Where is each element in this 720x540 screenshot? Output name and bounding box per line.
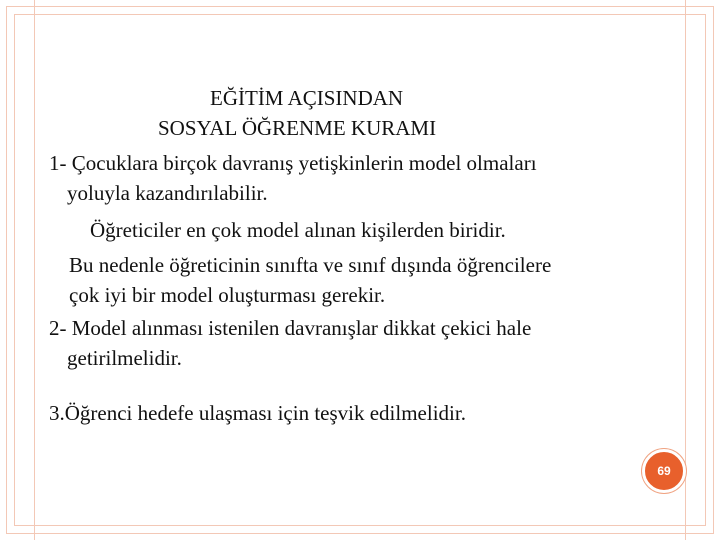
page-number-badge: 69 <box>642 449 686 493</box>
body-line-1: 1- Çocuklara birçok davranış yetişkinlerin model olmaları <box>49 151 537 175</box>
body-line-5: çok iyi bir model oluşturması gerekir. <box>69 283 386 307</box>
body-line-2: yoluyla kazandırılabilir. <box>67 181 268 205</box>
body-line-6: 2- Model alınması istenilen davranışlar dikkat çekici hale <box>49 316 532 340</box>
body-line-7: getirilmelidir. <box>67 346 182 370</box>
body-line-4: Bu nedenle öğreticinin sınıfta ve sınıf dışında öğrencilere <box>69 253 552 277</box>
right-border-line <box>685 0 686 540</box>
body-line-3: Öğreticiler en çok model alınan kişilerden biridir. <box>90 218 506 242</box>
slide-title-line-1: EĞİTİM AÇISINDAN <box>210 86 404 110</box>
slide-title-line-2: SOSYAL ÖĞRENME KURAMI <box>158 116 437 140</box>
body-line-8: 3.Öğrenci hedefe ulaşması için teşvik edilmelidir. <box>49 401 466 425</box>
left-border-line <box>34 0 35 540</box>
